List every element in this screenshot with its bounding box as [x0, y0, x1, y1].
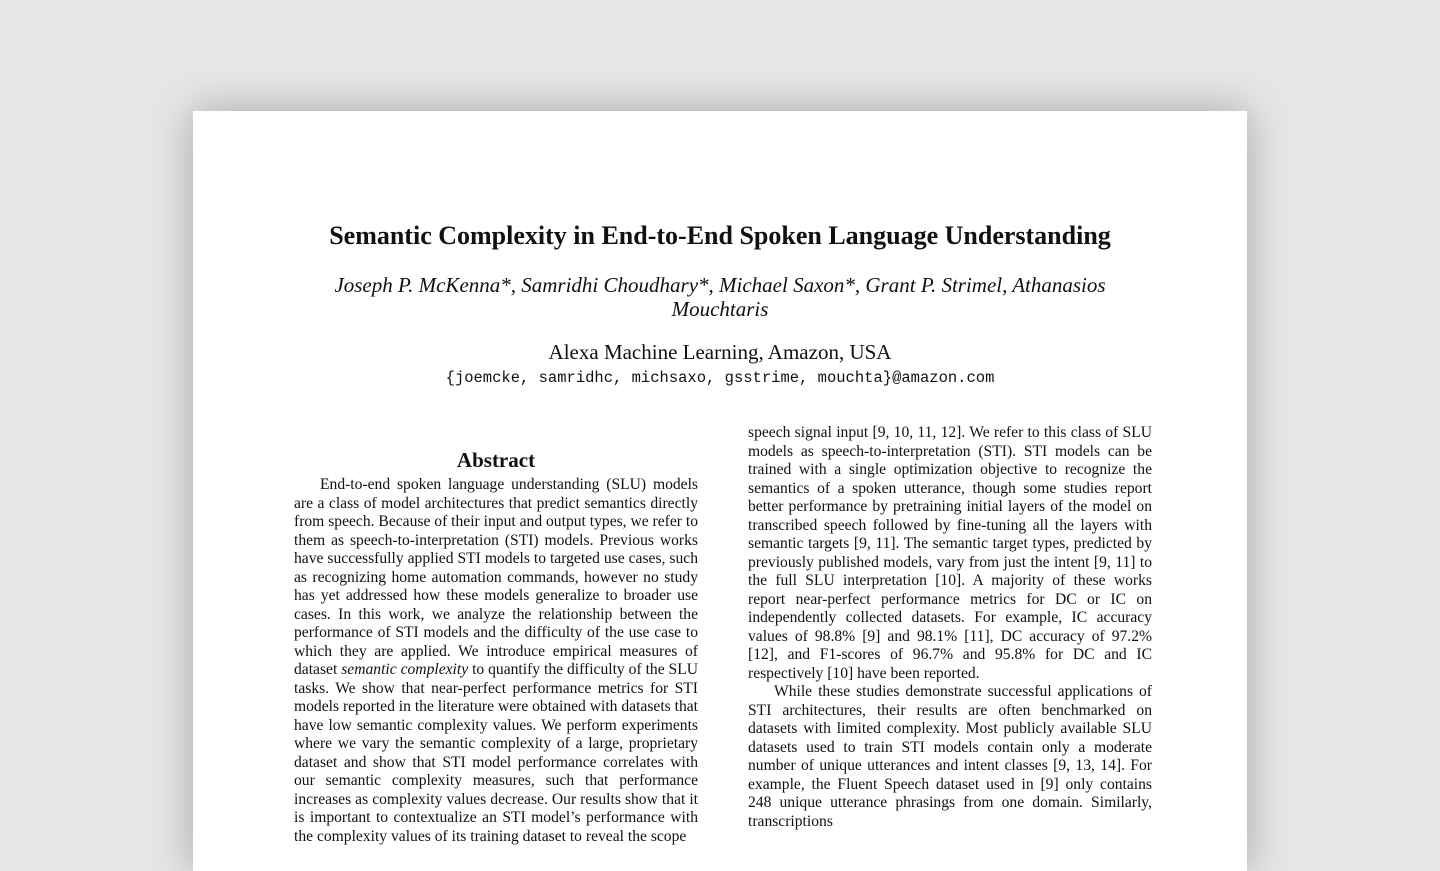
- paper-page: [193, 111, 1247, 871]
- abstract-text-part2: to quantify the difficulty of the SLU tasks. We show that near-perfect performance metrics for STI models reported in the literature were obtained with datasets that have low semantic complexity values. We perform experiments where we vary the semantic complexity of a large, proprietary dataset and show that STI model performance correlates with our semantic complexity measures, such that performance increases as complexity values decrease. Our results show that it is important to contextualize an STI model’s performance with the complexity values of its training dataset to reveal the scope: [294, 661, 699, 845]
- abstract-body: [294, 476, 698, 846]
- author-list: Joseph P. McKenna*, Samridhi Choudhary*, Michael Saxon*, Grant P. Strimel, Athanasios Mouchtaris: [334, 273, 1106, 321]
- body-paragraph-2: While these studies demonstrate successful applications of STI architectures, their results are often benchmarked on datasets with limited complexity. Most publicly available SLU datasets used to train STI models contain only a moderate number of unique utterances and intent classes [9, 13, 14]. For example, the Fluent Speech dataset used in [9] only contains 248 unique utterance phrasings from one domain. Similarly, transcriptions: [748, 683, 1152, 830]
- left-column: [294, 448, 698, 846]
- abstract-heading: Abstract: [456, 448, 536, 472]
- paper-title: Semantic Complexity in End-to-End Spoken Language Understanding: [329, 221, 1111, 250]
- right-column: [748, 424, 1152, 831]
- author-emails: {joemcke, samridhc, michsaxo, gsstrime, mouchta}@amazon.com: [445, 369, 995, 387]
- body-paragraph-1: speech signal input [9, 10, 11, 12]. We refer to this class of SLU models as speech-to-interpretation (STI). STI models can be trained with a single optimization objective to recognize the semantics of a spoken utterance, though some studies report better performance by pretraining initial layers of the model on transcribed speech followed by fine-tuning all the layers with semantic targets [9, 11]. The semantic target types, predicted by previously published models, vary from just the intent [9, 11] to the full SLU interpretation [10]. A majority of these works report near-perfect performance metrics for DC or IC on independently collected datasets. For example, IC accuracy values of 98.8% [9] and 98.1% [11], DC accuracy of 97.2% [12], and F1-scores of 96.7% and 95.8% for DC and IC respectively [10] have been reported.: [748, 424, 1152, 682]
- abstract-emphasis: semantic complexity: [341, 661, 469, 678]
- abstract-text-part1: End-to-end spoken language understanding (SLU) models are a class of model architectures that predict semantics directly from speech. Because of their input and output types, we refer to them as speech-to-interpretation (STI) models. Previous works have successfully applied STI models to targeted use cases, such as recognizing home automation commands, however no study has yet addressed how these models generalize to broader use cases. In this work, we analyze the relationship between the performance of STI models and the difficulty of the use case to which they are applied. We introduce empirical measures of dataset: [294, 476, 699, 678]
- affiliation: Alexa Machine Learning, Amazon, USA: [548, 340, 892, 364]
